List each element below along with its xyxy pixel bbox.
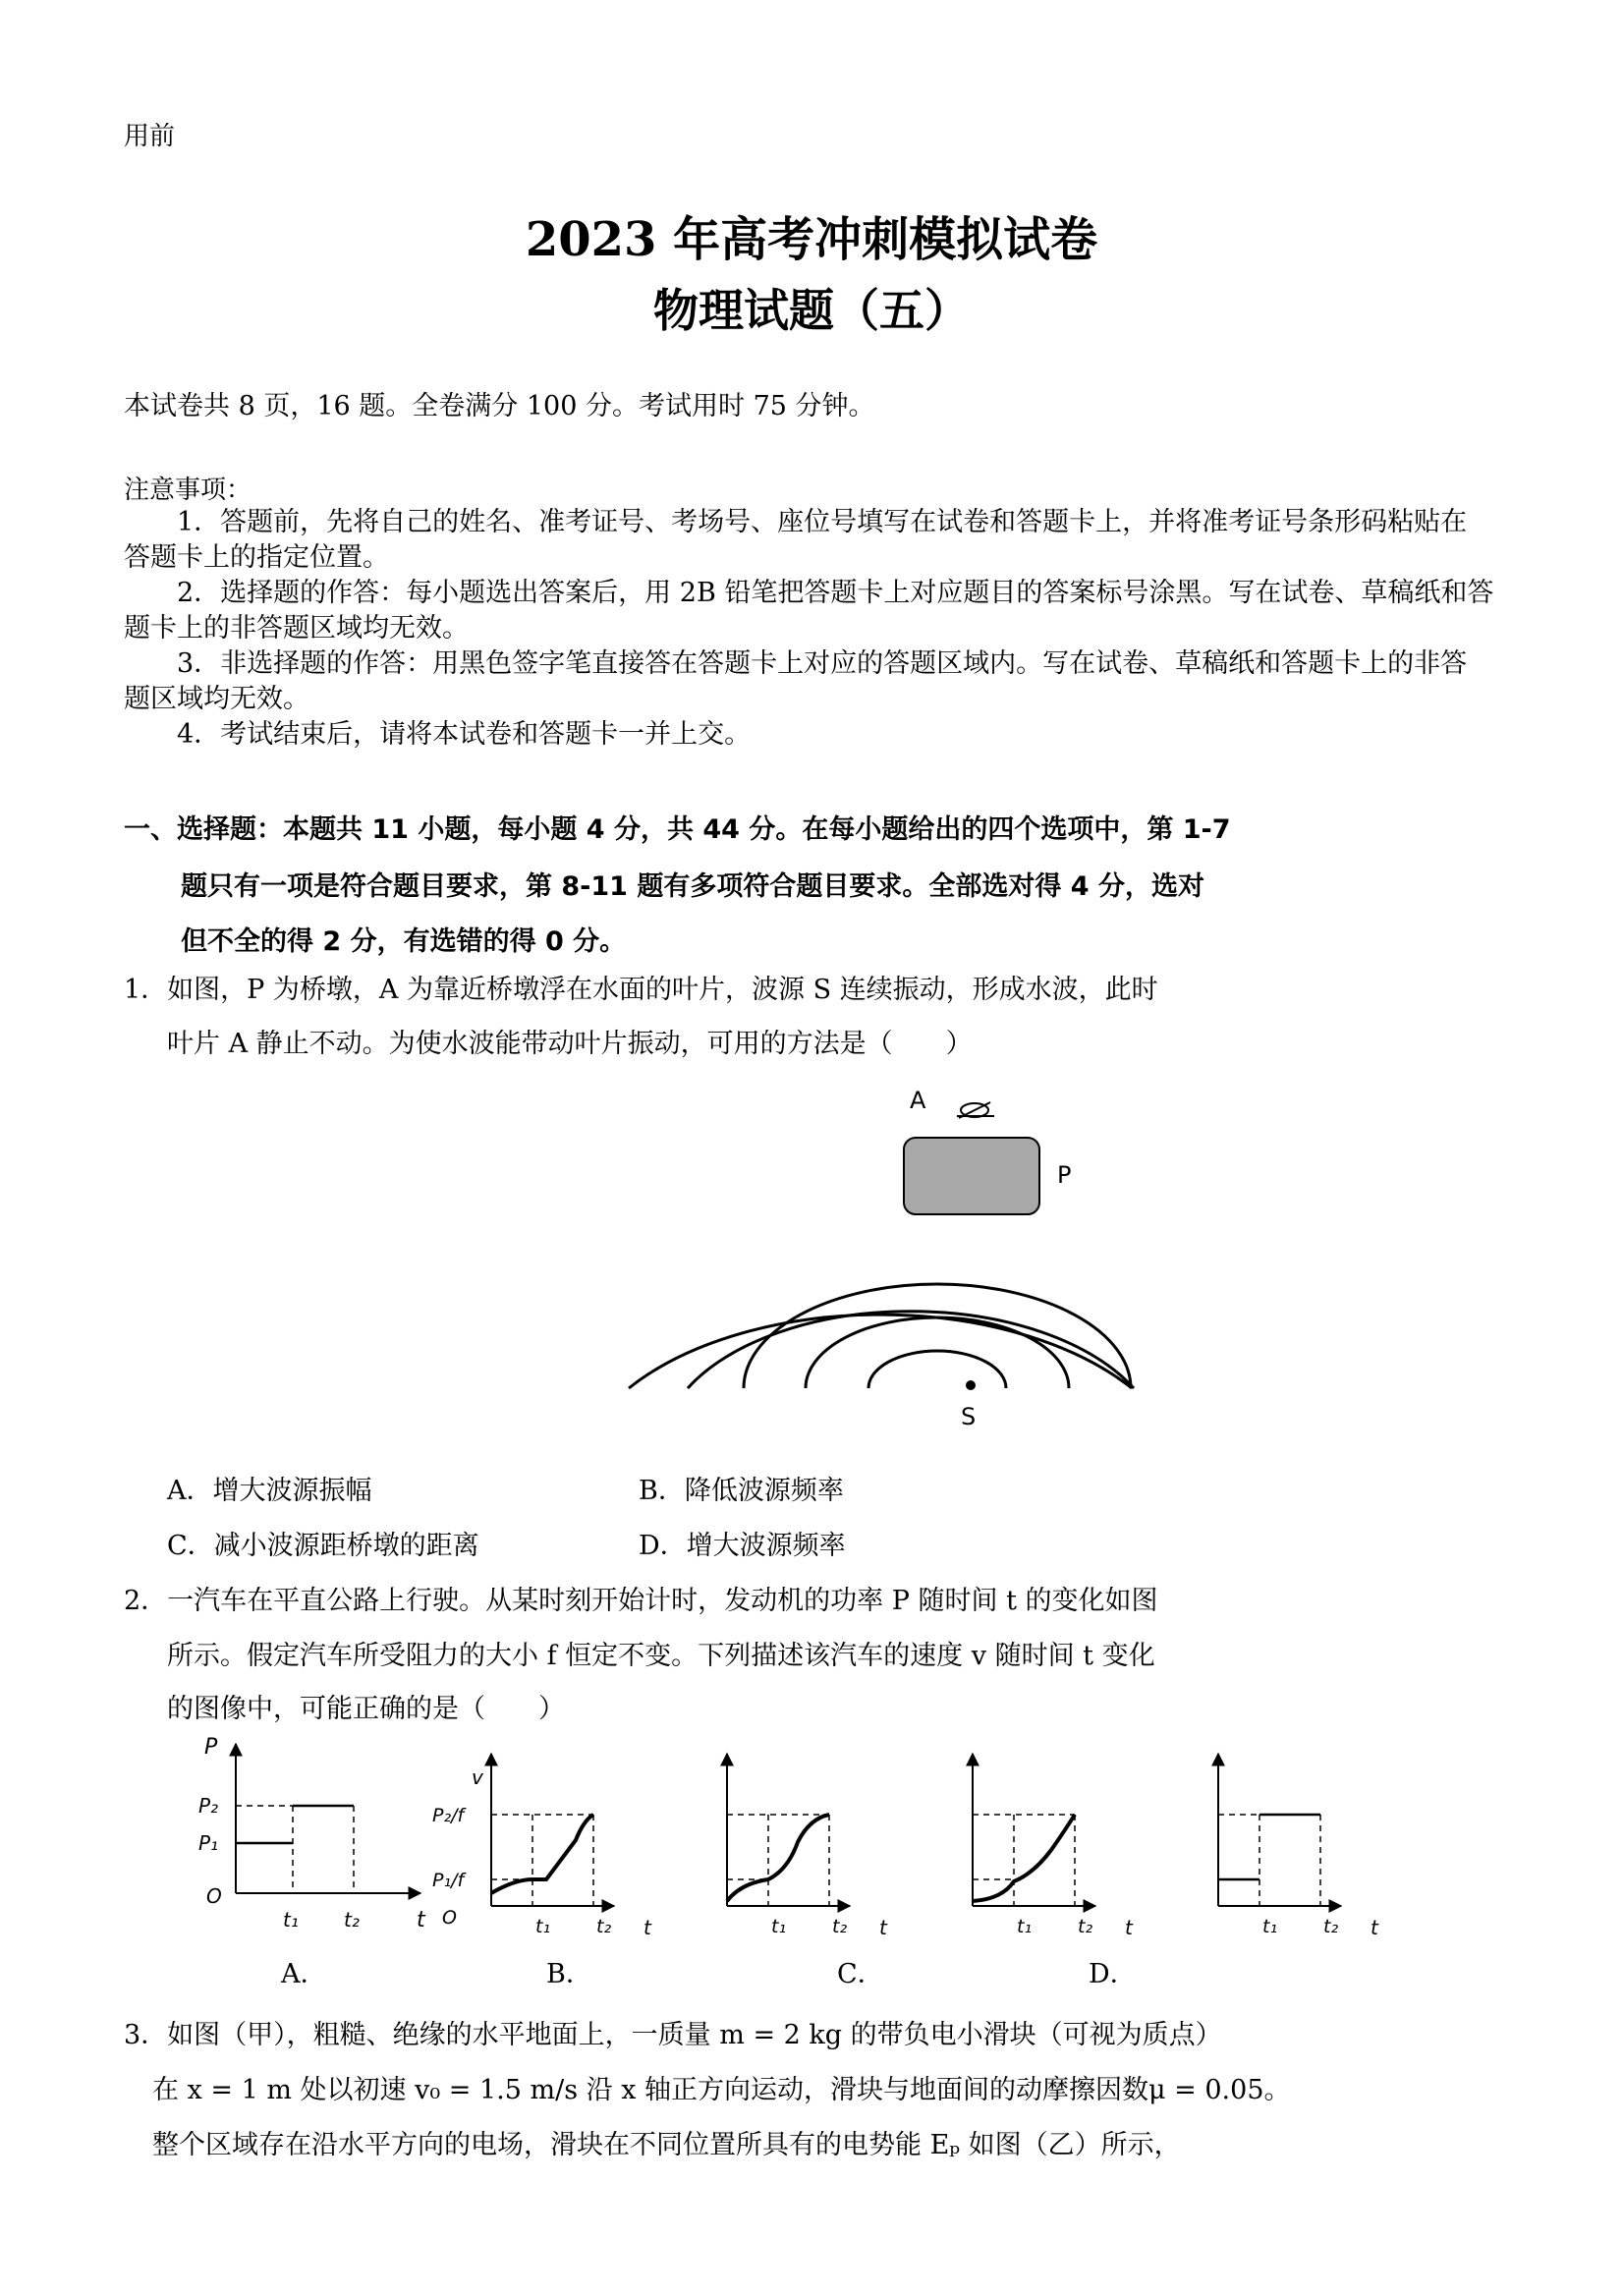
section-1-line-3: 但不全的得 2 分，有选错的得 0 分。 <box>181 926 627 957</box>
q3-stem-line-3: 整个区域存在沿水平方向的电场，滑块在不同位置所具有的电势能 Eₚ 如图（乙）所示， <box>152 2130 1181 2160</box>
section-1-line-1: 一、选择题：本题共 11 小题，每小题 4 分，共 44 分。在每小题给出的四个选项中，第 1-7 <box>124 814 1231 845</box>
bridge-pier-p <box>904 1138 1039 1214</box>
b-t1: t₁ <box>535 1916 551 1937</box>
d-t1: t₁ <box>1017 1916 1033 1937</box>
e-t2: t₂ <box>1323 1916 1339 1937</box>
q2-option-b-label: B． <box>546 1959 592 1989</box>
q2-graph-labels <box>432 1734 1464 1950</box>
power-time-graph <box>198 1735 426 1932</box>
source-label-s: S <box>961 1403 977 1430</box>
notice-heading: 注意事项： <box>124 476 252 505</box>
leaf-icon <box>957 1102 994 1118</box>
c-t: t <box>879 1916 887 1939</box>
notice-item-3: 3．非选择题的作答：用黑色签字笔直接答在答题卡上对应的答题区域内。写在试卷、草稿纸和答题卡上的非答 <box>177 648 1468 679</box>
q2-option-c-label: C． <box>837 1959 884 1989</box>
q2-option-d-label: D． <box>1089 1959 1137 1989</box>
exam-subtitle: 物理试题（五） <box>653 284 970 337</box>
svg-text:P₁: P₁ <box>198 1831 219 1855</box>
svg-text:t₂: t₂ <box>344 1908 360 1932</box>
svg-text:P₂: P₂ <box>198 1794 219 1818</box>
a-v-axis-label: v <box>472 1765 483 1789</box>
notice-item-1: 1．答题前，先将自己的姓名、准考证号、考场号、座位号填写在试卷和答题卡上，并将准考证号条形码粘贴在 <box>177 507 1468 537</box>
a-p1f-label: P₁/f <box>432 1870 465 1891</box>
q1-stem-line-2: 叶片 A 静止不动。为使水波能带动叶片振动，可用的方法是（ ） <box>167 1029 973 1059</box>
leaf-label-a: A <box>910 1087 926 1114</box>
b-t2: t₂ <box>596 1916 612 1937</box>
q2-stem-line-2: 所示。假定汽车所受阻力的大小 f 恒定不变。下列描述该汽车的速度 v 随时间 t 变化 <box>167 1641 1155 1671</box>
q1-option-b: B．降低波源频率 <box>639 1476 844 1506</box>
c-t1: t₁ <box>771 1916 787 1937</box>
water-wave-arcs <box>629 1284 1134 1388</box>
q1-wave-figure <box>491 1081 1159 1444</box>
svg-text:t₁: t₁ <box>283 1908 299 1932</box>
svg-text:P: P <box>204 1735 218 1760</box>
c-t2: t₂ <box>832 1916 848 1937</box>
q2-stem-line-1: 2．一汽车在平直公路上行驶。从某时刻开始计时，发动机的功率 P 随时间 t 的变化如图 <box>124 1586 1158 1616</box>
q1-option-c: C．减小波源距桥墩的距离 <box>167 1531 479 1561</box>
exam-intro: 本试卷共 8 页，16 题。全卷满分 100 分。考试用时 75 分钟。 <box>124 391 875 421</box>
notice-item-3-cont: 题区域均无效。 <box>124 684 309 714</box>
e-t1: t₁ <box>1262 1916 1278 1937</box>
d-t2: t₂ <box>1078 1916 1093 1937</box>
corner-label: 用前 <box>124 122 176 151</box>
e-t: t <box>1371 1916 1378 1939</box>
pier-label-p: P <box>1057 1161 1072 1189</box>
a-p2f-label: P₂/f <box>432 1805 465 1826</box>
section-1-line-2: 题只有一项是符合题目要求，第 8-11 题有多项符合题目要求。全部选对得 4 分，选对 <box>181 871 1204 902</box>
q1-option-a: A．增大波源振幅 <box>167 1476 372 1506</box>
a-origin-label: O <box>442 1907 457 1929</box>
q3-stem-line-1: 3．如图（甲），粗糙、绝缘的水平地面上，一质量 m = 2 kg 的带负电小滑块（可视为质点） <box>124 2020 1222 2050</box>
b-t: t <box>644 1916 651 1939</box>
notice-item-2-cont: 题卡上的非答题区域均无效。 <box>124 613 469 644</box>
exam-title: 2023 年高考冲刺模拟试卷 <box>525 212 1098 267</box>
d-t: t <box>1125 1916 1133 1939</box>
wave-source-s <box>966 1380 976 1390</box>
svg-text:t: t <box>417 1908 425 1932</box>
q1-option-d: D．增大波源频率 <box>639 1531 846 1561</box>
q2-option-a-label: A． <box>281 1959 327 1989</box>
svg-text:O: O <box>206 1884 222 1908</box>
notice-item-4: 4．考试结束后，请将本试卷和答题卡一并上交。 <box>177 719 752 750</box>
notice-item-2: 2．选择题的作答：每小题选出答案后，用 2B 铅笔把答题卡上对应题目的答案标号涂黑。写在试卷、草稿纸和答 <box>177 578 1494 608</box>
q2-stem-line-3: 的图像中，可能正确的是（ ） <box>167 1694 565 1724</box>
notice-item-1-cont: 答题卡上的指定位置。 <box>124 542 389 573</box>
q3-stem-line-2: 在 x = 1 m 处以初速 v₀ = 1.5 m/s 沿 x 轴正方向运动，滑块与地面间的动摩擦因数μ = 0.05。 <box>152 2075 1291 2105</box>
q1-stem-line-1: 1．如图，P 为桥墩，A 为靠近桥墩浮在水面的叶片，波源 S 连续振动，形成水波，此时 <box>124 975 1158 1005</box>
